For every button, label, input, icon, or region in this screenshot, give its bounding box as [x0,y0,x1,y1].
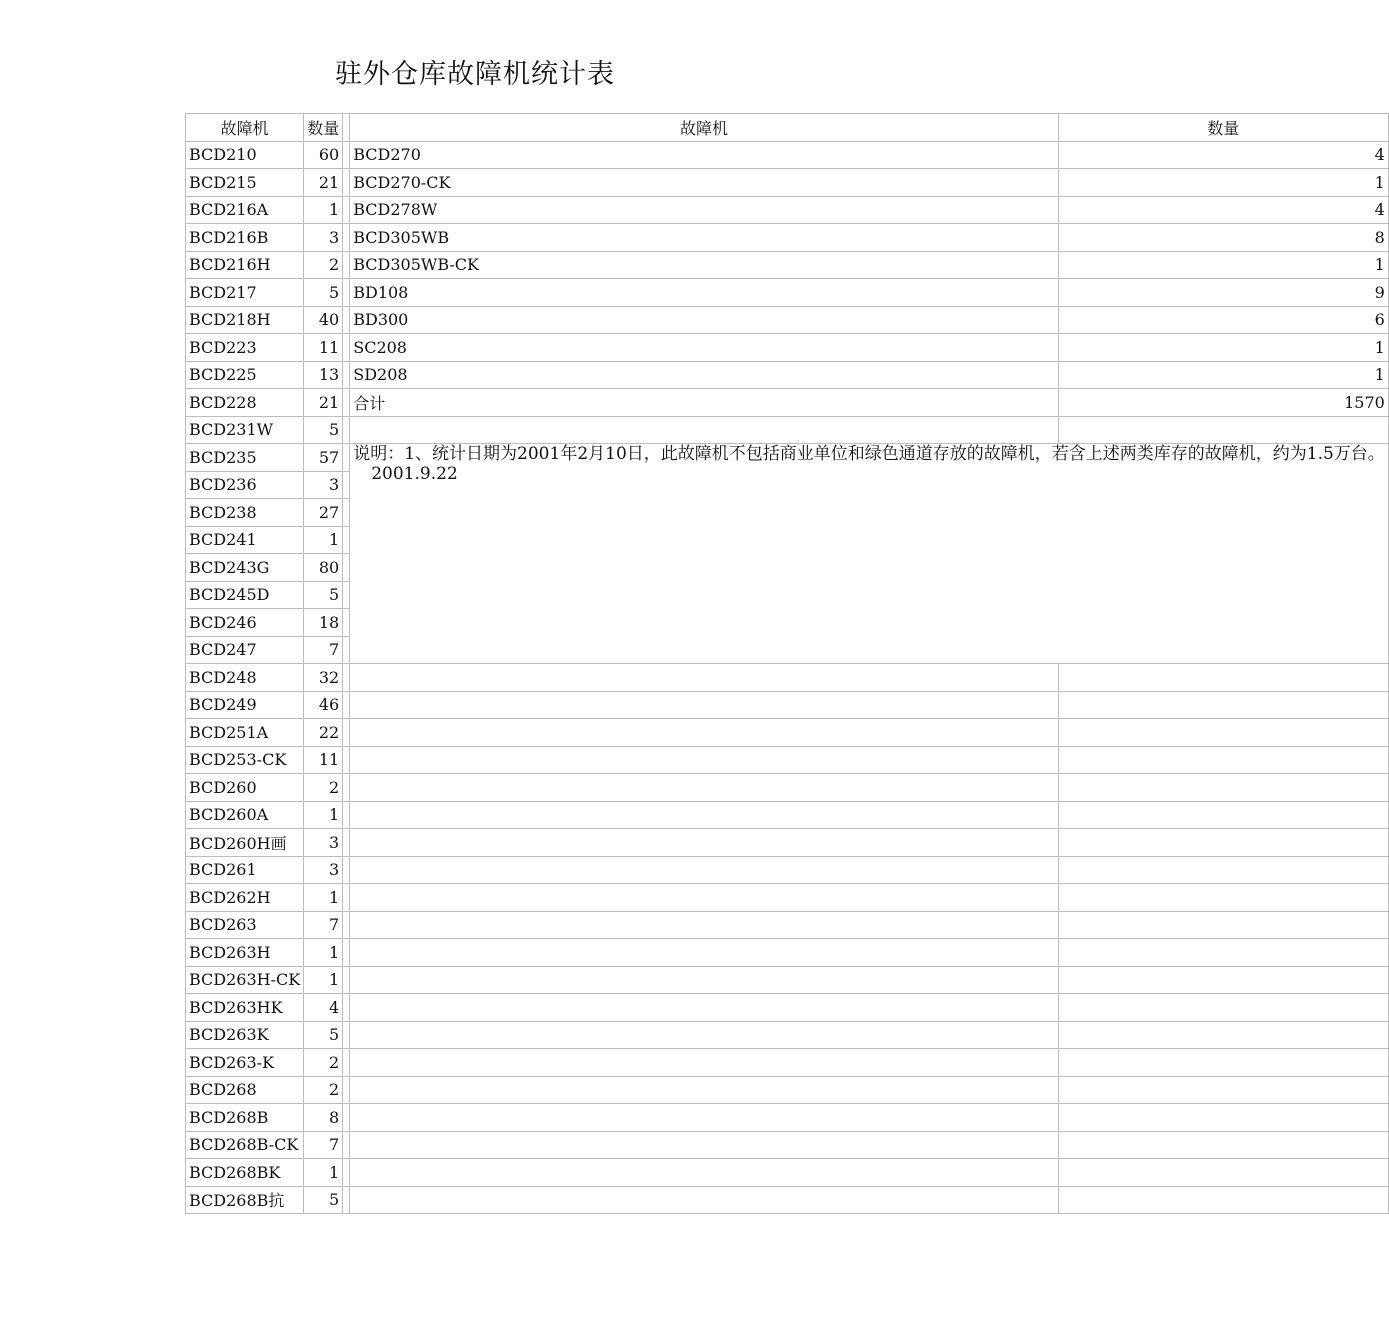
column-gap [343,499,350,527]
left-model-cell: BCD268BK [186,1159,304,1187]
column-gap [343,1186,350,1214]
left-qty-cell: 5 [304,581,343,609]
total-value: 1570 [1058,389,1388,417]
left-model-cell: BCD216H [186,251,304,279]
column-gap [343,389,350,417]
column-gap [343,334,350,362]
header-qty-right: 数量 [1058,114,1388,142]
empty-cell [350,829,1058,857]
right-model-cell: BD300 [350,306,1058,334]
table-row [186,1186,1389,1214]
column-gap [343,416,350,444]
left-model-cell: BCD236 [186,471,304,499]
right-qty-cell: 1 [1058,169,1388,197]
note-text: 说明：1、统计日期为2001年2月10日，此故障机不包括商业单位和绿色通道存放的故障机，若含上述两类库存的故障机，约为1.5万台。 [353,444,1385,464]
column-gap [343,1076,350,1104]
left-model-cell: BCD235 [186,444,304,472]
table-row [186,774,1389,802]
left-qty-cell: 1 [304,801,343,829]
left-model-cell: BCD268B-CK [186,1131,304,1159]
left-model-cell: BCD263H-CK [186,966,304,994]
empty-cell [350,1159,1058,1187]
table-row [186,196,1389,224]
empty-cell [350,1131,1058,1159]
empty-cell [1058,1076,1388,1104]
left-model-cell: BCD238 [186,499,304,527]
table-row [186,361,1389,389]
column-gap [343,636,350,664]
column-gap [343,829,350,857]
left-qty-cell: 1 [304,526,343,554]
empty-cell [350,1021,1058,1049]
column-gap [343,746,350,774]
column-gap [343,994,350,1022]
left-qty-cell: 2 [304,774,343,802]
table-row [186,334,1389,362]
left-qty-cell: 11 [304,746,343,774]
left-qty-cell: 32 [304,664,343,692]
left-qty-cell: 13 [304,361,343,389]
left-qty-cell: 46 [304,691,343,719]
empty-cell [350,856,1058,884]
left-qty-cell: 40 [304,306,343,334]
empty-cell [1058,416,1388,444]
empty-cell [1058,994,1388,1022]
table-row [186,856,1389,884]
left-model-cell: BCD210 [186,141,304,169]
right-qty-cell: 6 [1058,306,1388,334]
header-qty: 数量 [304,114,343,142]
header-row [186,114,1389,142]
column-gap [343,279,350,307]
column-gap [343,581,350,609]
table-row [186,1131,1389,1159]
table-row [186,416,1389,444]
column-gap [343,1131,350,1159]
column-gap [343,251,350,279]
left-qty-cell: 8 [304,1104,343,1132]
column-gap [343,801,350,829]
empty-cell [1058,939,1388,967]
left-model-cell: BCD223 [186,334,304,362]
column-gap [343,966,350,994]
empty-cell [1058,1104,1388,1132]
empty-cell [1058,856,1388,884]
left-qty-cell: 5 [304,279,343,307]
right-model-cell: BCD270 [350,141,1058,169]
table-row [186,1076,1389,1104]
left-model-cell: BCD260A [186,801,304,829]
left-model-cell: BCD268 [186,1076,304,1104]
empty-cell [1058,664,1388,692]
table-row [186,1049,1389,1077]
empty-cell [1058,1159,1388,1187]
empty-cell [1058,691,1388,719]
column-gap [343,911,350,939]
empty-cell [350,746,1058,774]
left-model-cell: BCD247 [186,636,304,664]
column-gap [343,691,350,719]
left-qty-cell: 1 [304,1159,343,1187]
left-qty-cell: 7 [304,636,343,664]
left-model-cell: BCD241 [186,526,304,554]
table-row [186,306,1389,334]
column-gap [343,141,350,169]
table-row [186,911,1389,939]
left-qty-cell: 1 [304,939,343,967]
left-model-cell: BCD261 [186,856,304,884]
column-gap [343,719,350,747]
left-model-cell: BCD216B [186,224,304,252]
column-gap [343,554,350,582]
left-qty-cell: 11 [304,334,343,362]
column-gap [343,1021,350,1049]
table-row [186,169,1389,197]
table-row [186,746,1389,774]
column-gap [343,471,350,499]
table-row [186,994,1389,1022]
left-model-cell: BCD251A [186,719,304,747]
table-row [186,1021,1389,1049]
header-model: 故障机 [186,114,304,142]
table-row [186,939,1389,967]
empty-cell [350,1186,1058,1214]
left-qty-cell: 7 [304,1131,343,1159]
column-gap [343,196,350,224]
empty-cell [350,994,1058,1022]
left-qty-cell: 3 [304,856,343,884]
empty-cell [1058,1049,1388,1077]
right-model-cell: BD108 [350,279,1058,307]
empty-cell [350,774,1058,802]
left-qty-cell: 3 [304,471,343,499]
table-row [186,279,1389,307]
table-row [186,141,1389,169]
column-gap [343,526,350,554]
table-row [186,1159,1389,1187]
empty-cell [1058,1021,1388,1049]
left-qty-cell: 7 [304,911,343,939]
empty-cell [1058,884,1388,912]
right-qty-cell: 1 [1058,251,1388,279]
left-model-cell: BCD262H [186,884,304,912]
left-qty-cell: 18 [304,609,343,637]
left-model-cell: BCD253-CK [186,746,304,774]
fault-machine-table [185,113,1389,1214]
empty-cell [1058,774,1388,802]
empty-cell [350,1104,1058,1132]
column-gap [343,306,350,334]
table-row [186,801,1389,829]
column-gap [343,1049,350,1077]
left-qty-cell: 1 [304,884,343,912]
right-qty-cell: 4 [1058,196,1388,224]
left-model-cell: BCD245D [186,581,304,609]
left-qty-cell: 5 [304,1021,343,1049]
left-qty-cell: 27 [304,499,343,527]
left-model-cell: BCD248 [186,664,304,692]
right-qty-cell: 4 [1058,141,1388,169]
left-qty-cell: 21 [304,389,343,417]
table-row [186,966,1389,994]
note-date: 2001.9.22 [371,464,458,484]
table-row [186,251,1389,279]
table-row [186,691,1389,719]
left-model-cell: BCD268B抗 [186,1186,304,1214]
right-model-cell: SC208 [350,334,1058,362]
table-row [186,224,1389,252]
column-gap [343,1159,350,1187]
left-qty-cell: 5 [304,1186,343,1214]
header-model-right: 故障机 [350,114,1058,142]
column-gap [343,224,350,252]
left-qty-cell: 80 [304,554,343,582]
column-gap [343,664,350,692]
page-title: 驻外仓库故障机统计表 [335,59,615,90]
left-model-cell: BCD246 [186,609,304,637]
column-gap [343,1104,350,1132]
empty-cell [1058,1186,1388,1214]
column-gap [343,939,350,967]
left-model-cell: BCD225 [186,361,304,389]
right-qty-cell: 9 [1058,279,1388,307]
table-row [186,829,1389,857]
table-row [186,444,1389,472]
table-row [186,389,1389,417]
left-model-cell: BCD263K [186,1021,304,1049]
left-qty-cell: 21 [304,169,343,197]
table-row [186,719,1389,747]
empty-cell [350,939,1058,967]
empty-cell [1058,719,1388,747]
empty-cell [350,416,1058,444]
right-model-cell: BCD305WB-CK [350,251,1058,279]
empty-cell [350,1049,1058,1077]
empty-cell [1058,801,1388,829]
left-model-cell: BCD263-K [186,1049,304,1077]
right-qty-cell: 8 [1058,224,1388,252]
empty-cell [350,884,1058,912]
left-qty-cell: 1 [304,196,343,224]
left-model-cell: BCD260H画 [186,829,304,857]
table-row [186,884,1389,912]
left-model-cell: BCD260 [186,774,304,802]
right-qty-cell: 1 [1058,334,1388,362]
left-qty-cell: 2 [304,251,343,279]
left-model-cell: BCD216A [186,196,304,224]
empty-cell [1058,746,1388,774]
left-model-cell: BCD263 [186,911,304,939]
left-model-cell: BCD263H [186,939,304,967]
left-qty-cell: 2 [304,1076,343,1104]
right-model-cell: BCD305WB [350,224,1058,252]
empty-cell [1058,1131,1388,1159]
note-block [350,444,1389,664]
column-gap [343,444,350,472]
column-gap [343,856,350,884]
empty-cell [350,664,1058,692]
left-qty-cell: 5 [304,416,343,444]
left-model-cell: BCD218H [186,306,304,334]
left-qty-cell: 3 [304,829,343,857]
left-qty-cell: 4 [304,994,343,1022]
column-gap [343,609,350,637]
left-model-cell: BCD215 [186,169,304,197]
left-model-cell: BCD243G [186,554,304,582]
right-model-cell: BCD278W [350,196,1058,224]
column-gap [343,361,350,389]
left-model-cell: BCD231W [186,416,304,444]
left-model-cell: BCD249 [186,691,304,719]
left-qty-cell: 2 [304,1049,343,1077]
table-row [186,664,1389,692]
left-qty-cell: 22 [304,719,343,747]
table-row [186,1104,1389,1132]
right-qty-cell: 1 [1058,361,1388,389]
left-model-cell: BCD263HK [186,994,304,1022]
empty-cell [350,966,1058,994]
empty-cell [350,719,1058,747]
empty-cell [1058,911,1388,939]
total-label: 合计 [350,389,1058,417]
empty-cell [350,801,1058,829]
column-gap [343,169,350,197]
empty-cell [350,1076,1058,1104]
left-qty-cell: 60 [304,141,343,169]
left-model-cell: BCD228 [186,389,304,417]
column-gap [343,884,350,912]
column-gap [343,774,350,802]
left-qty-cell: 1 [304,966,343,994]
left-qty-cell: 57 [304,444,343,472]
left-model-cell: BCD268B [186,1104,304,1132]
left-qty-cell: 3 [304,224,343,252]
empty-cell [1058,829,1388,857]
empty-cell [350,911,1058,939]
left-model-cell: BCD217 [186,279,304,307]
column-gap [343,114,350,142]
empty-cell [350,691,1058,719]
right-model-cell: SD208 [350,361,1058,389]
right-model-cell: BCD270-CK [350,169,1058,197]
empty-cell [1058,966,1388,994]
